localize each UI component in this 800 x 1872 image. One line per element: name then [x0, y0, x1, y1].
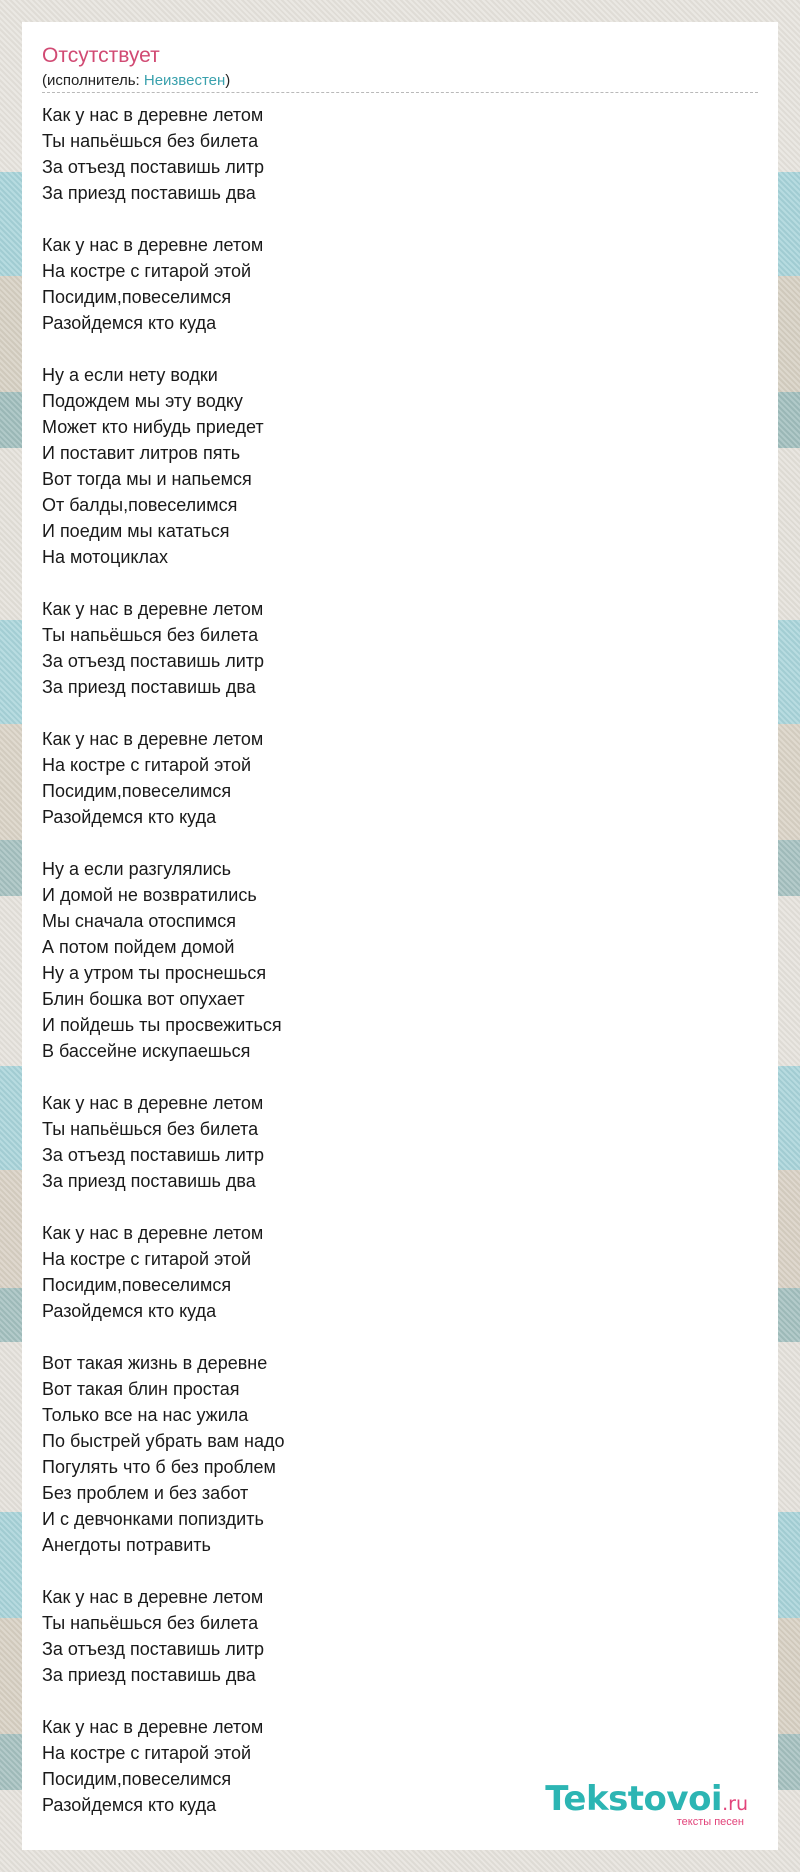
lyric-line: Блин бошка вот опухает	[42, 989, 245, 1009]
lyrics-stanza	[42, 232, 285, 336]
lyric-line: И домой не возвратились	[42, 885, 257, 905]
lyric-line: Как у нас в деревне летом	[42, 105, 264, 125]
lyric-line: Как у нас в деревне летом	[42, 1223, 264, 1243]
lyric-line: И с девчонками попиздить	[42, 1509, 264, 1529]
lyrics-stanza	[42, 856, 285, 1064]
lyric-line: И поедим мы кататься	[42, 521, 230, 541]
lyric-line: Погулять что б без проблем	[42, 1457, 276, 1477]
lyric-line: Посидим,повеселимся	[42, 1769, 232, 1789]
lyrics-stanza	[42, 1714, 285, 1818]
artist-line	[42, 72, 230, 89]
song-title: Отсутствует	[42, 44, 160, 67]
lyric-line: Разойдемся кто куда	[42, 1795, 217, 1815]
lyric-line: Как у нас в деревне летом	[42, 729, 264, 749]
lyric-line: Ты напьёшься без билета	[42, 1119, 259, 1139]
lyric-line: Анегдоты потравить	[42, 1535, 211, 1555]
lyric-line: На костре с гитарой этой	[42, 261, 252, 281]
lyric-line: Ты напьёшься без билета	[42, 625, 259, 645]
lyric-line: За отъезд поставишь литр	[42, 1145, 265, 1165]
lyric-line: За отъезд поставишь литр	[42, 1639, 265, 1659]
lyrics-card	[22, 22, 778, 1850]
logo-tagline: тексты песен	[676, 1816, 744, 1828]
lyric-line: Разойдемся кто куда	[42, 1301, 217, 1321]
lyric-line: На костре с гитарой этой	[42, 1249, 252, 1269]
lyric-line: За отъезд поставишь литр	[42, 651, 265, 671]
lyric-line: Разойдемся кто куда	[42, 313, 217, 333]
lyrics-stanza	[42, 1090, 285, 1194]
lyric-line: И поставит литров пять	[42, 443, 241, 463]
lyric-line: На костре с гитарой этой	[42, 1743, 252, 1763]
lyric-line: Без проблем и без забот	[42, 1483, 249, 1503]
lyrics-stanza	[42, 726, 285, 830]
artist-suffix: )	[225, 72, 231, 89]
lyric-line: Как у нас в деревне летом	[42, 235, 264, 255]
lyric-line: Только все на нас ужила	[42, 1405, 249, 1425]
lyric-line: Ну а утром ты проснешься	[42, 963, 267, 983]
site-logo[interactable]	[545, 1779, 748, 1828]
artist-prefix: (исполнитель:	[42, 72, 144, 89]
lyric-line: На костре с гитарой этой	[42, 755, 252, 775]
logo-name: Tekstovoi	[545, 1779, 723, 1819]
artist-link[interactable]: Неизвестен	[143, 72, 226, 89]
lyric-line: Посидим,повеселимся	[42, 287, 232, 307]
lyrics-stanza	[42, 1350, 285, 1558]
lyric-line: Разойдемся кто куда	[42, 807, 217, 827]
lyric-line: Как у нас в деревне летом	[42, 1587, 264, 1607]
lyric-line: Ну а если нету водки	[42, 365, 218, 385]
lyrics-stanza	[42, 596, 285, 700]
lyric-line: Ты напьёшься без билета	[42, 1613, 259, 1633]
lyric-line: Вот такая жизнь в деревне	[42, 1353, 268, 1373]
lyric-line: Посидим,повеселимся	[42, 1275, 232, 1295]
logo-tld: .ru	[722, 1793, 748, 1815]
lyric-line: В бассейне искупаешься	[42, 1041, 251, 1061]
lyric-line: Как у нас в деревне летом	[42, 599, 264, 619]
lyric-line: По быстрей убрать вам надо	[42, 1431, 285, 1451]
lyrics-stanza	[42, 102, 285, 206]
lyric-line: Мы сначала отоспимся	[42, 911, 236, 931]
lyric-line: За приезд поставишь два	[42, 677, 256, 697]
lyric-line: За приезд поставишь два	[42, 183, 256, 203]
lyrics-stanza	[42, 1584, 285, 1688]
lyric-line: А потом пойдем домой	[42, 937, 235, 957]
title-divider	[42, 92, 758, 93]
lyric-line: Ты напьёшься без билета	[42, 131, 259, 151]
lyric-line: Подождем мы эту водку	[42, 391, 243, 411]
lyric-line: Вот тогда мы и напьемся	[42, 469, 252, 489]
lyrics-text	[42, 102, 285, 1844]
lyric-line: За приезд поставишь два	[42, 1171, 256, 1191]
lyrics-stanza	[42, 1220, 285, 1324]
lyrics-stanza	[42, 362, 285, 570]
lyric-line: Как у нас в деревне летом	[42, 1093, 264, 1113]
lyric-line: Вот такая блин простая	[42, 1379, 240, 1399]
lyric-line: Как у нас в деревне летом	[42, 1717, 264, 1737]
lyric-line: За приезд поставишь два	[42, 1665, 256, 1685]
lyric-line: И пойдешь ты просвежиться	[42, 1015, 282, 1035]
lyric-line: Может кто нибудь приедет	[42, 417, 264, 437]
lyric-line: За отъезд поставишь литр	[42, 157, 265, 177]
lyric-line: Ну а если разгулялись	[42, 859, 232, 879]
lyric-line: От балды,повеселимся	[42, 495, 238, 515]
lyric-line: Посидим,повеселимся	[42, 781, 232, 801]
lyric-line: На мотоциклах	[42, 547, 169, 567]
